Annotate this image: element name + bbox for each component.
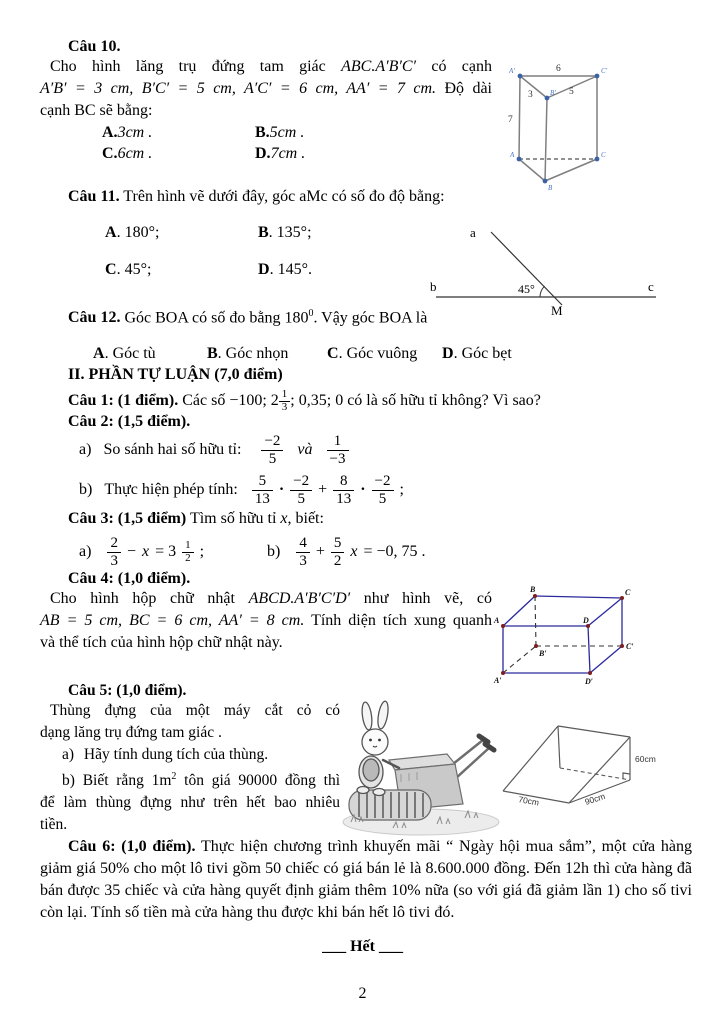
c4-text-2: như hình vẽ, có [363, 590, 493, 607]
question-11 [40, 186, 450, 282]
question-12-text-1: Góc BOA có số đo bằng 180 [124, 309, 309, 327]
end-marker: ___ Hết ___ [322, 938, 403, 955]
lawnmower-rabbit-drawing [337, 692, 505, 840]
c3-var-x: x [280, 510, 288, 527]
c2-a-label: a) [79, 441, 92, 458]
wedge-prism-figure [488, 700, 693, 830]
q10-math-1: ABC.A′B′C′ [341, 58, 417, 75]
rectangular-box-figure [493, 583, 698, 693]
c1-text-1: Các số −100; [182, 392, 267, 409]
q11-option-b: B. 135°; [258, 224, 312, 241]
c3-text-1: Tìm số hữu tỉ [189, 510, 277, 527]
angle-value-label: 45° [518, 282, 535, 296]
c4-text-line2 [40, 610, 492, 632]
rectangular-box-drawing [493, 583, 698, 693]
c6-text: Thực hiện chương trình khuyến mãi “ Ngày hội mua sắm”, một cửa hàng giảm giá 50% cho một lô tivi gồm 50 chiếc có giá bán lẻ là 8.600.000 đồng. Đến 12h thì cửa hàng đã bán được 35 chiếc và cửa hàng quyết định giảm thêm 10% nữa (so với giá đã giảm lần 1) cho số tivi còn lại. Tính số tiền mà cửa hàng thu được khi bán hết lô tivi đó. [40, 838, 692, 921]
c3-a-label: a) [79, 543, 92, 560]
c3-equations-row [40, 532, 600, 572]
c2-a-fraction-1: $\frac{-2}{5}$ [261, 433, 283, 466]
c3-b-fraction-1: $\frac{4}{3}$ [296, 535, 310, 568]
q12-option-a: A. Góc tù [93, 345, 156, 363]
q10-text-2: có cạnh [431, 58, 493, 75]
essay-question-6 [40, 836, 692, 924]
box-label-c-prime: C′ [626, 642, 634, 651]
c3-b-var-x: x [350, 543, 358, 560]
angle-label-m: M [551, 303, 563, 318]
lawnmower-rabbit-illustration [337, 692, 505, 840]
c4-text-line3: và thể tích của hình hộp chữ nhật này. [40, 634, 283, 651]
c2-a-fraction-2: $\frac{1}{-3}$ [327, 433, 349, 466]
q10-option-a: A.3cm . [102, 124, 153, 141]
q10-option-b: B.5cm . [255, 124, 305, 141]
essay-question-4 [40, 570, 492, 654]
c2-b-fraction-2: $\frac{-2}{5}$ [290, 473, 312, 506]
c2-b-text: Thực hiện phép tính: [104, 481, 238, 498]
q10-option-d: D.7cm . [255, 145, 306, 162]
c3-part-a [79, 532, 204, 572]
c6-title: Câu 6: (1,0 điểm). [68, 838, 196, 855]
c1-mixed-fraction: $\frac{1}{3}$ [279, 389, 291, 413]
question-10-text-line3: cạnh BC sẽ bằng: [40, 102, 153, 119]
angle-label-a: a [470, 225, 476, 240]
c2-part-b [79, 471, 540, 509]
box-label-b-prime: B′ [539, 649, 547, 658]
section-2-header: II. PHẦN TỰ LUẬN (7,0 điểm) [68, 366, 283, 383]
c3-title: Câu 3: (1,5 điểm) [68, 510, 187, 527]
question-11-title: Câu 11. [68, 188, 120, 205]
q10-option-c: C.6cm . [102, 145, 153, 162]
c3-a-minus: − [126, 543, 136, 560]
prism-edge-7: 7 [508, 115, 513, 125]
c1-title: Câu 1: (1 điểm). [68, 392, 179, 409]
c2-b-dot-1: · [278, 481, 285, 498]
angle-label-c: c [648, 279, 654, 294]
prism-label-c-prime: C′ [601, 67, 608, 75]
c1-mixed-number: 2 $\frac{1}{3}$ [271, 392, 291, 409]
c5-b-superscript: 2 [171, 771, 177, 782]
box-label-a: A [494, 616, 500, 625]
q10-math-2: A′B′ = 3 cm, B′C′ = 5 cm, A′C′ = 6 cm, AA′ = 7 cm. [40, 80, 437, 97]
c2-b-fraction-4: $\frac{-2}{5}$ [372, 473, 394, 506]
c5-title: Câu 5: (1,0 điểm). [68, 682, 187, 699]
c2-b-plus: + [318, 481, 328, 498]
box-label-d: D [583, 616, 589, 625]
question-10-text-line2 [40, 78, 492, 100]
c2-b-fraction-1: $\frac{5}{13}$ [252, 473, 273, 506]
c5-part-b-line2: để làm thùng đựng như trên hết bao nhiêu [40, 794, 340, 812]
q12-options-row [40, 345, 700, 366]
triangular-prism-figure [498, 56, 638, 192]
box-label-b: B [530, 585, 536, 594]
box-label-c: C [625, 588, 631, 597]
prism-edge-3: 3 [528, 90, 533, 100]
q12-option-d: D. Góc bẹt [442, 345, 512, 363]
c3-part-b [267, 532, 426, 572]
prism-edge-6: 6 [556, 64, 561, 74]
c3-b-plus: + [315, 543, 325, 560]
c2-b-semicolon: ; [399, 481, 404, 498]
prism-label-a: A [510, 151, 515, 159]
triangular-prism-drawing [498, 56, 638, 192]
c2-a-and: và [297, 441, 313, 458]
question-12 [40, 303, 700, 366]
prism-label-b-prime: B′ [550, 89, 556, 97]
q11-option-a: A. 180°; [105, 224, 160, 241]
c4-text-1: Cho hình hộp chữ nhật [50, 590, 235, 607]
c5-part-b-line3: tiền. [40, 816, 68, 834]
c3-b-fraction-2: $\frac{5}{2}$ [331, 535, 345, 568]
question-10-text-line1 [40, 56, 492, 78]
q11-option-d: D. 145°. [258, 261, 312, 278]
wedge-label-70cm: 70cm [517, 794, 540, 808]
box-label-a-prime: A′ [494, 676, 502, 685]
angle-label-b: b [430, 279, 437, 294]
box-vertex-dots [501, 594, 624, 675]
c2-b-dot-2: · [360, 481, 366, 498]
wedge-label-60cm: 60cm [635, 754, 656, 764]
box-label-d-prime: D′ [585, 677, 594, 686]
c2-b-fraction-3: $\frac{8}{13}$ [333, 473, 354, 506]
c5-part-a [62, 744, 340, 766]
c2-part-a [79, 433, 540, 467]
q12-option-c: C. Góc vuông [327, 345, 418, 363]
c5-a-text: Hãy tính dung tích của thùng. [83, 746, 269, 763]
q11-options-row-2 [40, 261, 450, 282]
c5-b-text-2: tôn giá 90000 đồng thì [184, 772, 341, 790]
c5-text-line2: dạng lăng trụ đứng tam giác . [40, 724, 222, 741]
page-number: 2 [358, 985, 367, 1002]
c2-title: Câu 2: (1,5 điểm). [68, 413, 191, 430]
q12-option-b: B. Góc nhọn [207, 345, 289, 363]
c5-b-text-1: Biết rằng 1m [82, 772, 172, 790]
c2-b-label: b) [79, 481, 93, 498]
c3-a-var-x: x [141, 543, 150, 560]
c3-a-equals: = 3 [155, 543, 177, 560]
question-12-title: Câu 12. [68, 309, 121, 327]
prism-label-c: C [601, 151, 606, 159]
prism-label-b: B [548, 184, 553, 192]
c3-a-mixed-fraction: $\frac{1}{2}$ [182, 540, 194, 564]
prism-edge-5: 5 [569, 87, 574, 97]
essay-question-1 [40, 388, 720, 414]
q11-options-row-1 [40, 224, 450, 245]
q10-options-row-2 [40, 145, 492, 166]
q10-text-1: Cho hình lăng trụ đứng tam giác [50, 58, 326, 75]
q12-superscript: 0 [308, 308, 314, 319]
c3-b-result: = −0, 75 . [363, 543, 426, 560]
c5-a-label: a) [62, 746, 75, 763]
c1-text-2: ; 0,35; 0 có là số hữu tỉ không? Vì sao? [290, 392, 541, 409]
wedge-label-90cm: 90cm [583, 790, 607, 807]
question-10-title: Câu 10. [68, 38, 121, 55]
essay-question-2 [40, 413, 540, 509]
c3-b-label: b) [267, 543, 281, 560]
c4-math-2: AB = 5 cm, BC = 6 cm, AA′ = 8 cm. [40, 612, 305, 629]
q10-text-3: Độ dài [444, 80, 492, 97]
c4-math-1: ABCD.A′B′C′D′ [248, 590, 351, 607]
question-10 [40, 38, 492, 166]
c5-text-line1: Thùng đựng của một máy cắt cỏ có [50, 702, 340, 719]
wedge-prism-drawing [488, 700, 693, 830]
essay-question-5 [40, 682, 340, 836]
q11-option-c: C. 45°; [105, 261, 152, 278]
essay-question-3 [40, 508, 600, 572]
c3-a-fraction: $\frac{2}{3}$ [107, 535, 121, 568]
c4-title: Câu 4: (1,0 điểm). [68, 570, 191, 587]
c4-text-3: Tính diện tích xung quanh [311, 612, 492, 629]
c5-b-label: b) [62, 772, 75, 790]
c5-part-b-line1 [40, 766, 340, 792]
c4-text-line1 [40, 588, 492, 610]
question-12-text-2: . Vậy góc BOA là [313, 309, 428, 327]
c2-a-text: So sánh hai số hữu tỉ: [103, 441, 242, 458]
question-11-text: Trên hình vẽ dưới đây, góc aMc có số đo độ bằng: [123, 188, 445, 205]
c3-a-semicolon: ; [199, 543, 205, 560]
prism-label-a-prime: A′ [509, 67, 515, 75]
q10-options-row-1 [40, 124, 492, 145]
c3-text-2: , biết: [287, 510, 324, 527]
